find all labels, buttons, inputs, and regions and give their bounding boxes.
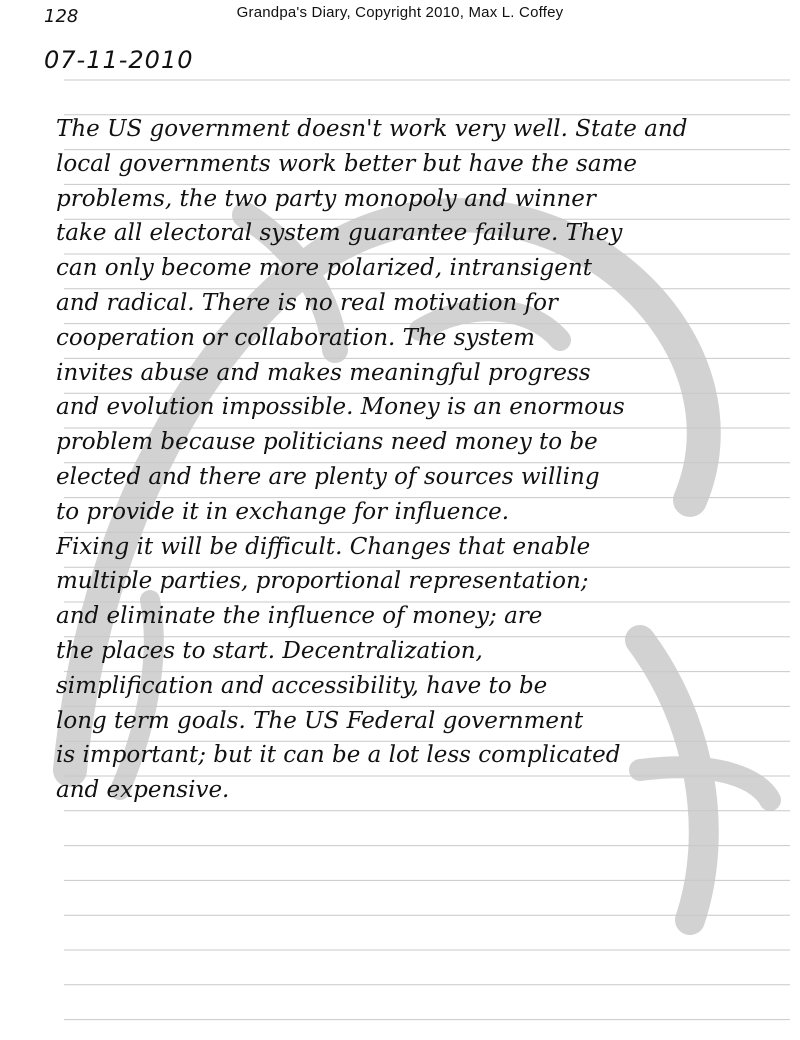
entry-line: cooperation or collaboration. The system xyxy=(56,324,535,351)
entry-date: 07-11-2010 xyxy=(44,46,194,74)
entry-line: to provide it in exchange for influence. xyxy=(56,498,510,525)
entry-line: multiple parties, proportional representation; xyxy=(56,568,589,595)
entry-line: and expensive. xyxy=(56,777,230,804)
entry-body xyxy=(56,112,776,808)
page-number: 128 xyxy=(44,6,79,27)
entry-line: can only become more polarized, intransigent xyxy=(56,255,592,282)
entry-line: local governments work better but have the same xyxy=(56,150,637,177)
page-header-title: Grandpa's Diary, Copyright 2010, Max L. Coffey xyxy=(236,4,564,21)
entry-line: take all electoral system guarantee failure. They xyxy=(56,220,623,247)
entry-line: and radical. There is no real motivation for xyxy=(56,289,558,316)
entry-line: long term goals. The US Federal government xyxy=(56,707,584,734)
entry-line: problems, the two party monopoly and winner xyxy=(56,185,596,212)
entry-line: and evolution impossible. Money is an enormous xyxy=(56,394,625,421)
entry-line: the places to start. Decentralization, xyxy=(56,637,483,664)
entry-line: invites abuse and makes meaningful progress xyxy=(56,359,591,386)
entry-line: simplification and accessibility, have to be xyxy=(56,672,548,699)
entry-line: is important; but it can be a lot less complicated xyxy=(56,742,621,769)
entry-line: The US government doesn't work very well. State and xyxy=(56,116,688,142)
entry-line: problem because politicians need money to be xyxy=(56,429,598,456)
entry-line: elected and there are plenty of sources willing xyxy=(56,463,600,490)
entry-line: and eliminate the influence of money; are xyxy=(56,603,543,630)
entry-line: Fixing it will be difficult. Changes that enable xyxy=(56,533,591,560)
